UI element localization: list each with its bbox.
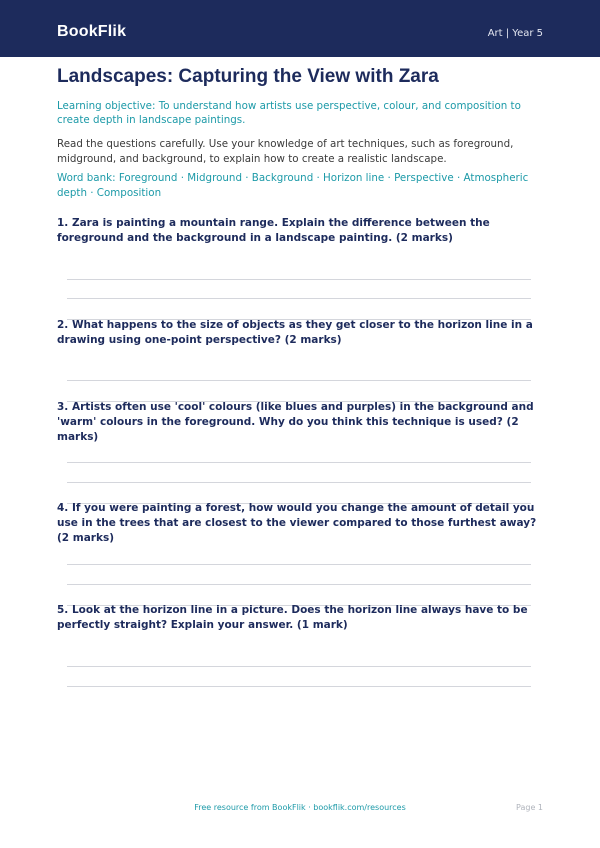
answer-line[interactable] <box>67 482 531 483</box>
answer-line[interactable] <box>67 564 531 565</box>
question-3: 3. Artists often use 'cool' colours (like blues and purples) in the background and 'warm' colours in the foreground. Why do you think this technique is used? (2 marks) <box>57 401 534 443</box>
answer-line[interactable] <box>67 666 531 667</box>
question-5: 5. Look at the horizon line in a picture. Does the horizon line always have to be perfectly straight? Explain your answer. (1 mark) <box>57 604 528 631</box>
answer-line[interactable] <box>67 686 531 687</box>
learning-objective: Learning objective: To understand how artists use perspective, colour, and composition to create depth in landscape paintings. <box>57 100 521 126</box>
question-2: 2. What happens to the size of objects as they get closer to the horizon line in a drawing using one-point perspective? (2 marks) <box>57 319 533 346</box>
answer-line[interactable] <box>67 380 531 381</box>
instructions: Read the questions carefully. Use your knowledge of art techniques, such as foreground, midground, and background, to explain how to create a realistic landscape. <box>57 138 514 165</box>
footer-credit: Free resource from BookFlik · bookflik.com/resources <box>194 803 406 812</box>
answer-line[interactable] <box>67 462 531 463</box>
question-4: 4. If you were painting a forest, how would you change the amount of detail you use in the trees that are closest to the viewer compared to those furthest away? (2 marks) <box>57 502 537 544</box>
subject-year-label: Art | Year 5 <box>487 28 543 39</box>
page-title: Landscapes: Capturing the View with Zara <box>57 66 439 87</box>
answer-line[interactable] <box>67 584 531 585</box>
word-bank: Word bank: Foreground · Midground · Background · Horizon line · Perspective · Atmospheric depth · Composition <box>57 172 529 199</box>
brand-logo: BookFlik <box>57 23 127 40</box>
answer-line[interactable] <box>67 279 531 280</box>
question-1: 1. Zara is painting a mountain range. Explain the difference between the foreground and the background in a landscape painting. (2 marks) <box>57 217 490 244</box>
answer-line[interactable] <box>67 298 531 299</box>
page-number: Page 1 <box>516 803 543 812</box>
page-header <box>0 0 600 57</box>
